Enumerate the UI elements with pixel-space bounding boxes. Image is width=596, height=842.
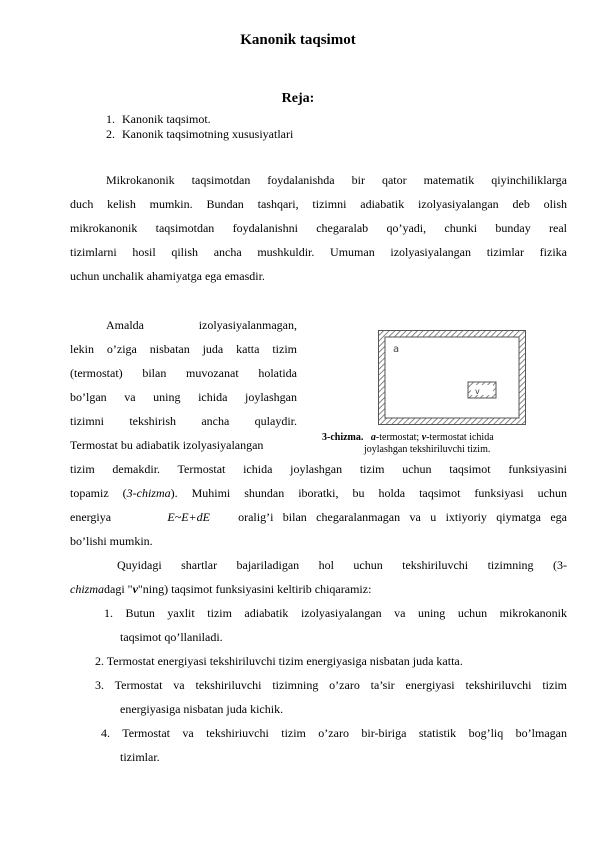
caption-text: -termostat ichida (426, 432, 494, 443)
termostat-inner-border (385, 337, 519, 418)
left-col-line: Termostat bu adiabatik izolyasiyalangan (70, 438, 264, 452)
caption-text: -termostat; (375, 432, 420, 443)
condition-item-cont: tizimlar. (120, 750, 160, 764)
plan-heading: Reja: (281, 91, 315, 106)
left-col-line: tizimni tekshirish ancha qulaydir. (70, 414, 297, 428)
caption-v-label: v (421, 432, 427, 443)
body-text: topamiz ( (70, 486, 127, 500)
body-text: oralig’i bilan chegaralanmagan va u ixtiyoriy qiymatga ega (238, 510, 567, 524)
termostat-figure (378, 330, 526, 425)
intro-line: mikrokanonik taqsimotdan foydalanishni chegaralab qo’yadi, chunki bunday real (70, 221, 567, 235)
intro-line: duch kelish mumkin. Bundan tashqari, tizimni adiabatik izolyasiyalangan deb olish (70, 197, 567, 211)
body-line: Quyidagi shartlar bajariladigan hol uchun tekshiriluvchi tizimning (3- (117, 558, 567, 572)
condition-item-cont: taqsimot qo’llaniladi. (120, 630, 223, 644)
condition-item-cont: energiyasiga nisbatan juda kichik. (120, 702, 284, 716)
body-text: "ning) taqsimot funksiyasini keltirib chiqaramiz: (137, 582, 372, 596)
plan-item-number: 2. (106, 127, 115, 141)
left-col-line: Amalda izolyasiyalanmagan, (106, 318, 297, 332)
label-v: v (475, 387, 480, 396)
condition-item: 4. Termostat va tekshiriuvchi tizim o’zaro bir-biriga statistik bog’liq bo’lmagan (101, 726, 567, 740)
intro-line: tizimlarni hosil qilish ancha mushkuldir. Umuman izolyasiyalangan tizimlar fizika (70, 245, 567, 259)
condition-item: 2. Termostat energiyasi tekshiriluvchi tizim energiyasiga nisbatan juda katta. (95, 654, 463, 668)
body-text: energiya (70, 510, 112, 524)
intro-line: Mikrokanonik taqsimotdan foydalanishda bir qator matematik qiyinchiliklarga (106, 173, 567, 187)
plan-item-text: Kanonik taqsimotning xususiyatlari (122, 127, 294, 141)
figure-caption (322, 432, 494, 443)
plan-item-number: 1. (106, 112, 115, 126)
body-text: ). Muhimi shundan iboratki, bu holda taqsimot funksiyasi uchun (170, 486, 567, 500)
figure-reference: chizma (70, 582, 104, 596)
plan-item (106, 112, 211, 127)
body-line (70, 510, 567, 525)
caption-a-label: a (370, 432, 376, 443)
condition-item: 1. Butun yaxlit tizim adiabatik izolyasiyalangan va uning uchun mikrokanonik (104, 606, 567, 620)
label-a: a (393, 344, 400, 355)
body-line: tizim demakdir. Termostat ichida joylashgan tizim uchun taqsimot funksiyasini (70, 462, 567, 476)
plan-item (106, 127, 293, 142)
page-title: Kanonik taqsimot (240, 32, 356, 48)
left-col-line: lekin o’ziga nisbatan juda katta tizim (70, 342, 297, 356)
body-line: bo’lishi mumkin. (70, 534, 153, 548)
left-col-line: (termostat) bilan muvozanat holatida (70, 366, 297, 380)
condition-item: 3. Termostat va tekshiriluvchi tizimning o’zaro ta’sir energiyasi tekshiriluvchi tizim (95, 678, 567, 692)
intro-line: uchun unchalik ahamiyatga ega emasdir. (70, 269, 265, 283)
left-col-line: bo’lgan va uning ichida joylashgan (70, 390, 297, 404)
body-text: dagi " (104, 582, 133, 596)
body-line (70, 486, 567, 501)
energy-formula: E~E+dE (167, 510, 210, 524)
plan-item-text: Kanonik taqsimot. (122, 112, 211, 126)
figure-caption-number: 3-chizma. (322, 432, 364, 443)
figure-caption-line2: joylashgan tekshiriluvchi tizim. (364, 444, 491, 455)
v-label: v (132, 582, 138, 596)
body-line (70, 582, 371, 597)
figure-reference: 3-chizma (126, 486, 171, 500)
